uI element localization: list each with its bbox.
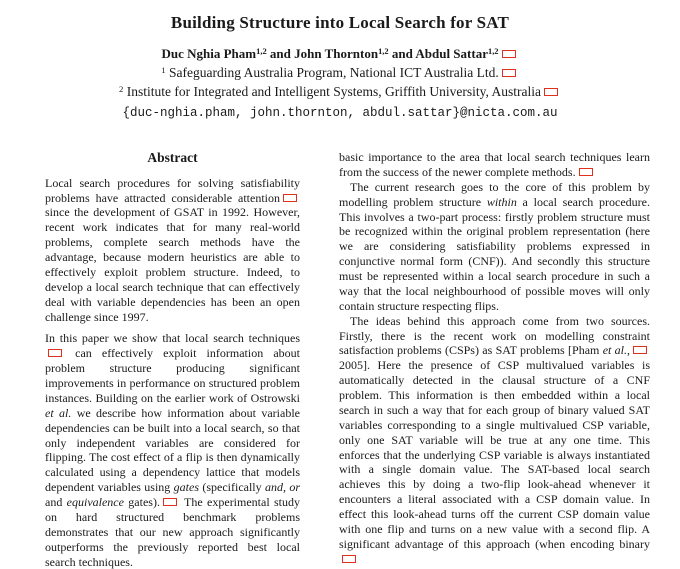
text-run: John Thornton xyxy=(294,46,379,61)
text-run: 1,2 xyxy=(256,46,267,57)
text-run: Safeguarding Australia Program, National ICT Australia Ltd. xyxy=(165,65,499,80)
body-paragraph-1 xyxy=(339,150,650,180)
right-column xyxy=(339,150,650,569)
text-run: gates xyxy=(173,480,199,495)
annotation-box xyxy=(579,168,593,176)
annotation-box xyxy=(283,194,297,202)
text-run: 1,2 xyxy=(378,46,389,57)
annotation-box xyxy=(633,346,647,354)
text-run: Local search procedures for solving satisfiability problems have attracted considerable attention xyxy=(45,175,300,205)
text-run: (specifically xyxy=(199,480,265,495)
text-run: 1 xyxy=(161,65,166,76)
text-run: Institute for Integrated and Intelligent Systems, Griffith University, Australia xyxy=(123,84,542,99)
annotation-box xyxy=(502,50,516,58)
text-run: The current research goes to the core of this problem by modelling problem structure xyxy=(339,179,650,209)
text-run: 2005]. Here the presence of CSP multivalued variables is automatically detected in the clausal structure of a CNF problem. This information is then embedded within a local search in such a way that for each group of binary valued SAT variables corresponding to a single multivalued CSP variable, only one SAT variable will be true at any one time. This enforces that the underlying CSP variable is always instantiated with a single domain value. The SAT-based local search achieves this by doing a two-flip look-ahead whenever it encounters a literal associated with a CSP domain value. In effect this look-ahead turns off the current CSP domain value with one flip and turns on a new value with a second flip. A significant advantage of this approach (when encoding binary xyxy=(339,358,650,551)
text-run: and xyxy=(45,495,67,510)
annotation-box xyxy=(544,88,558,96)
text-run: Abdul Sattar xyxy=(415,46,488,61)
text-run: 1,2 xyxy=(487,46,499,57)
annotation-box xyxy=(48,349,62,357)
text-run: equivalence xyxy=(66,495,124,510)
text-run: since the development of GSAT in 1992. However, recent work indicates that for many real-world problems, complete search methods have the advantage, because modern heuristics are able to effectively exploit problem structure. Indeed, to develop a local search technique that can effectively deal with variable dependencies has been an open challenge since 1997. xyxy=(45,205,300,324)
two-column-body xyxy=(0,150,680,569)
body-paragraph-3 xyxy=(339,314,650,567)
text-run: and xyxy=(388,46,416,61)
text-run: gates). xyxy=(123,495,160,510)
affiliation-1 xyxy=(0,65,680,81)
text-run: and xyxy=(266,46,295,61)
text-run: The experimental study on hard structured benchmark problems demonstrates that our new approach significantly outperforms the previously reported best local search techniques. xyxy=(45,495,300,569)
text-run: a local search procedure. This involves a two-part process: firstly problem structure must be recognized within the original problem representation (here we are considering satisfiability problems expressed in conjunctive normal form (CNF)). And secondly this structure must be represented within a local search procedure in such a way that the local neighbourhood of possible moves will only contain structure respecting flips. xyxy=(339,194,650,313)
text-run: The ideas behind this approach come from two sources. Firstly, there is the recent work on modelling constraint satisfaction problems (CSPs) as SAT problems [Pham xyxy=(339,313,650,358)
text-run: we describe how information about variable dependencies can be built into a local search, so that only independent variables are considered for flipping. The cost effect of a flip is then dynamically calculated using a dependency lattice that models dependent variables using xyxy=(45,405,300,495)
text-run: In this paper we show that local search techniques xyxy=(45,331,300,346)
text-run: et al. xyxy=(602,343,628,358)
email-line: {duc-nghia.pham, john.thornton, abdul.sattar}@nicta.com.au xyxy=(122,106,558,120)
annotation-box xyxy=(163,498,177,506)
paper-title: Building Structure into Local Search for SAT xyxy=(170,13,510,32)
author-line xyxy=(0,46,680,62)
text-run: can effectively exploit information about problem structure producing significant improvements in performance on structured problem instances. Building on the earlier work of Ostrowski xyxy=(45,346,300,405)
affiliation-2 xyxy=(0,84,680,100)
text-run: basic importance to the area that local search techniques learn from the success of the newer complete methods. xyxy=(339,150,650,179)
abstract-paragraph-1 xyxy=(45,176,300,325)
annotation-box xyxy=(342,555,356,563)
annotation-box xyxy=(502,69,516,77)
text-run: Duc Nghia Pham xyxy=(161,46,257,61)
text-run: , xyxy=(627,343,631,358)
text-run: et al. xyxy=(45,405,72,420)
text-run: 2 xyxy=(118,84,124,95)
left-column xyxy=(30,150,315,569)
abstract-section xyxy=(30,150,315,569)
body-paragraph-2 xyxy=(339,180,650,314)
abstract-paragraph-2 xyxy=(45,331,300,569)
abstract-heading: Abstract xyxy=(147,150,198,165)
text-run: and, or xyxy=(264,480,300,495)
text-run: within xyxy=(486,194,517,209)
